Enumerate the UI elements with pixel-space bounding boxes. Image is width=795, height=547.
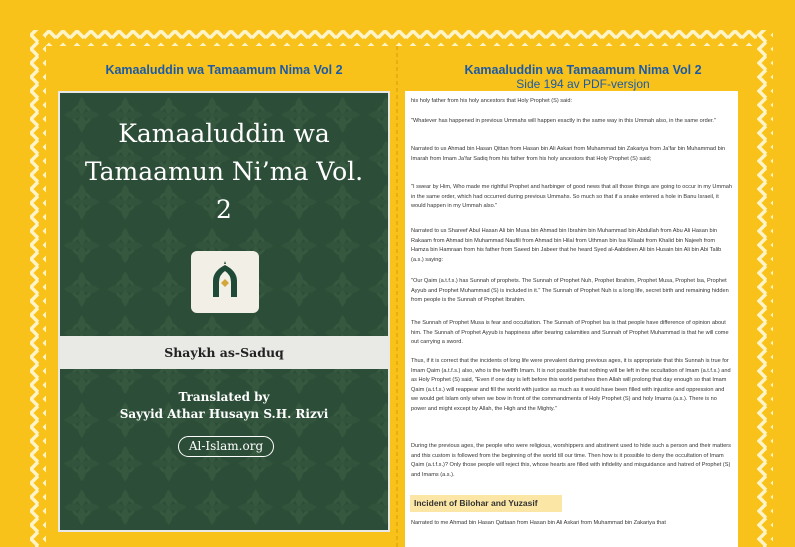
- paragraph-4: "I swear by Him, Who made me rightful Prophet and harbinger of good news that all those things are going to occur in my Ummah in the same order, which had occurred during previous Ummahs. So much so that if a snake entered a hole in Banu Israeil, it would happen in my Ummah also.": [411, 184, 732, 210]
- cover-title-line-3: 2: [216, 195, 232, 224]
- paragraph-10: Narrated to me Ahmad bin Hasan Qattaan from Hasan bin Ali Askari from Muhammad bin Zakariya that: [411, 520, 666, 526]
- translator-name: Sayyid Athar Husayn S.H. Rizvi: [119, 407, 329, 421]
- paragraph-2: "Whatever has happened in previous Ummahs will happen exactly in the same way in this Ummah also, in the same order.": [411, 118, 716, 124]
- cover-title-line-1: Kamaaluddin wa: [118, 119, 330, 148]
- pdf-page[interactable]: [405, 91, 738, 547]
- paragraph-1: his holy father from his holy ancestors that Holy Prophet (S) said:: [411, 98, 573, 104]
- translated-by-label: Translated by: [178, 390, 270, 404]
- section-heading: Incident of Bilohar and Yuzasif: [410, 495, 562, 512]
- cover-author: Shaykh as-Saduq: [60, 336, 388, 369]
- page-indicator: Side 194 av PDF-versjon: [516, 77, 650, 91]
- paragraph-5: Narrated to us Shareef Abul Hasan Ali bin Musa bin Ahmad bin Ibrahim bin Muhammad bin Abdullah from Abu Ali Hasan bin Rakaam from Ahmad bin Muhammad Naufili from Ahmad bin Hilal from Uthman bin Isa Kilaabi from Khalid bin Najeeh from Hamza bin Hamraan from his father from Saeed bin Jabeer that he heard Syed al-Aabideen Ali bin Husain bin Ali bin Abi Talib (a.s.) saying:: [411, 228, 722, 263]
- paragraph-9: During the previous ages, the people who were religious, worshippers and abstinent used to hide such a person and their matters and this custom is followed from the beginning of the world till our time. Then how is it possible to deny the occultation of Imam Qaim (a.t.f.s.)? Only those people will reject this, whose hearts are filled with infidelity and misguidance and hatred of Prophet (S) and Imams (a.s.).: [411, 443, 731, 478]
- site-logo: Al-Islam.org: [178, 436, 274, 457]
- paragraph-7: The Sunnah of Prophet Musa is fear and occultation. The Sunnah of Prophet Isa is that people have difference of opinion about him. The Sunnah of Prophet Ayyub is happiness after bearing calamities and Sunnah of Prophet Muhammad is that he will come out carrying a sword.: [411, 320, 729, 346]
- book-cover[interactable]: [58, 91, 390, 532]
- paragraph-6: "Our Qaim (a.t.f.s.) has Sunnah of prophets. The Sunnah of Prophet Nuh, Prophet Ibrahim, Prophet Musa, Prophet Isa, Prophet Ayyub and Prophet Muhammad (S) is included in it." The Sunnah of Prophet Nuh is a long life, secret birth and remaining hidden from people is the Sunnah of Prophet Ibrahim.: [411, 278, 729, 304]
- cover-title-line-2: Tamaamun Ni’ma Vol.: [84, 157, 364, 186]
- paragraph-3: Narrated to us Ahmad bin Hasan Qittan from Hasan bin Ali Askari from Muhammad bin Zakariya from Ja'far bin Muhammad bin Imarah from Imam Ja'far Sadiq from his father from his holy ancestors that Holy Prophet (S) said;: [411, 146, 726, 162]
- cover-title: [60, 115, 388, 229]
- right-column-title: Kamaaluddin wa Tamaamum Nima Vol 2: [464, 63, 702, 77]
- mosque-arch-icon: [191, 251, 259, 313]
- left-column-title: Kamaaluddin wa Tamaamum Nima Vol 2: [105, 63, 343, 77]
- paragraph-8: Thus, if it is correct that the incidents of long life were prevalent during previous ages, it is appropriate that this Sunnah is true for Imam Qaim (a.t.f.s.) also, who is the twelfth Imam. It is not possible that nothing will be left in the occultation of Imam (a.t.f.s.) and as Holy Prophet (S) said, "Even if one day is left before this world perishes then Allah will prolong that day enough so that Imam Qaim (a.t.f.s.) will reappear and fill the world with justice as much as it would have been filled with injustice and oppression and we would get Islam only when we bow in front of the commandments of Holy Prophet (S) and holy Imams (a.s.). There is no power and might except by Allah, the High and the Mighty.": [411, 358, 731, 412]
- cover-translation-credit: [60, 389, 388, 423]
